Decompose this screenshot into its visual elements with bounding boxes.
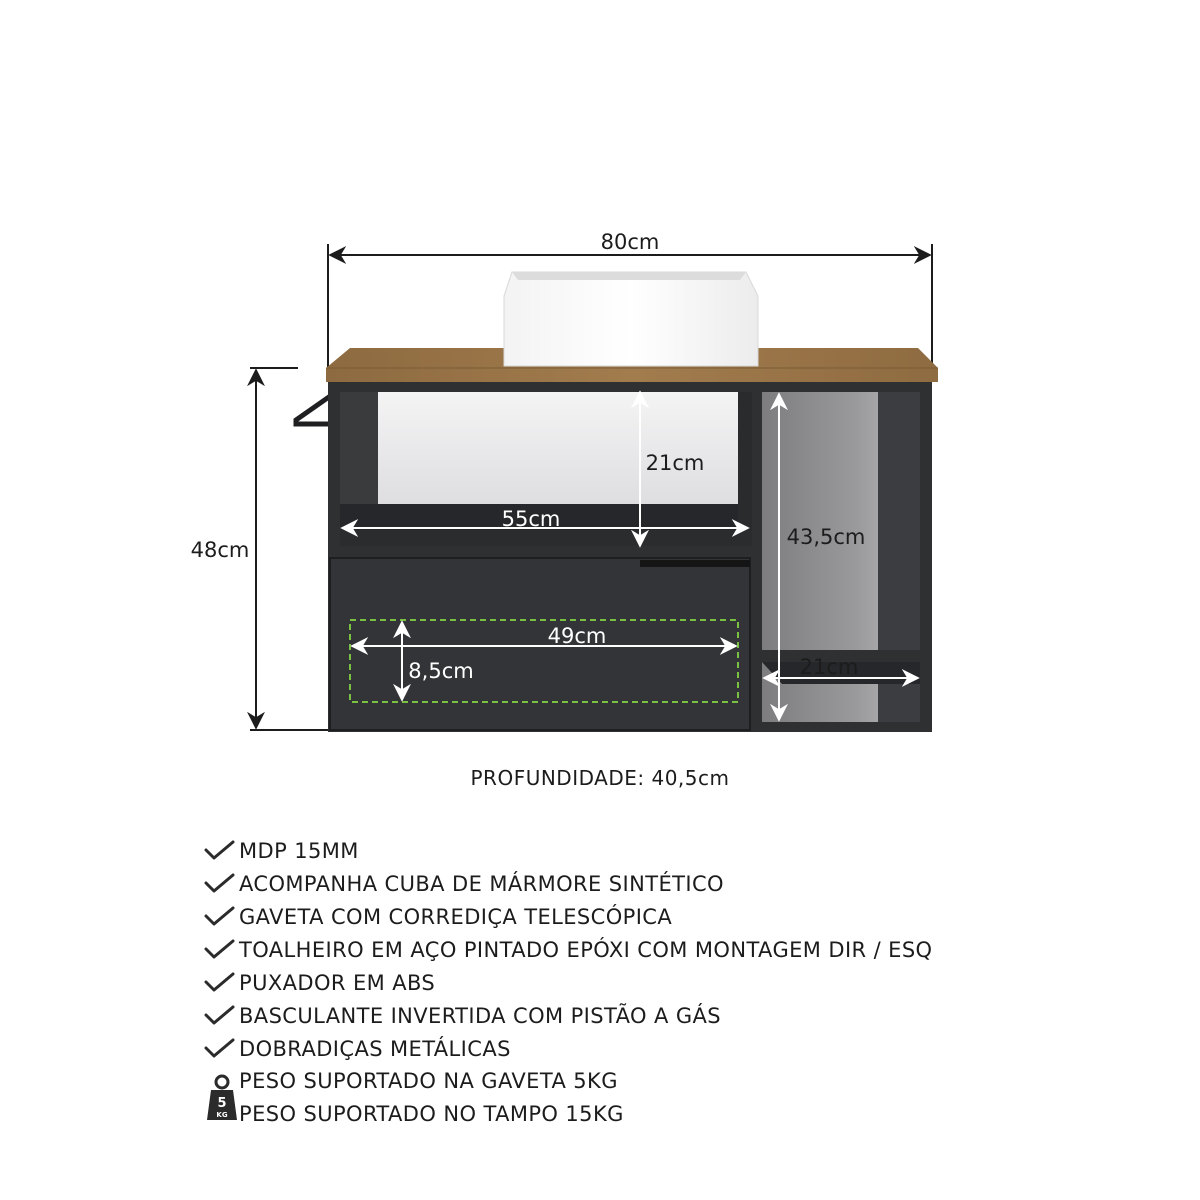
feature-item bbox=[203, 900, 1163, 933]
check-icon bbox=[203, 839, 239, 863]
check-icon bbox=[203, 938, 239, 962]
sink-basin bbox=[504, 272, 758, 366]
drawer-handle bbox=[640, 560, 750, 567]
height-label: 48cm bbox=[190, 538, 250, 562]
feature-item bbox=[203, 933, 1163, 966]
feature-label: PUXADOR EM ABS bbox=[239, 970, 436, 995]
check-icon bbox=[203, 905, 239, 929]
drawer-width-label: 49cm bbox=[547, 624, 607, 648]
feature-label: TOALHEIRO EM AÇO PINTADO EPÓXI COM MONTAGEM DIR / ESQ bbox=[239, 937, 933, 962]
feature-item bbox=[203, 867, 1163, 900]
weight-capacity bbox=[203, 1065, 1163, 1131]
depth-label: PROFUNDIDADE: 40,5cm bbox=[470, 766, 730, 790]
width-label: 80cm bbox=[600, 230, 660, 254]
weight-5kg-icon bbox=[203, 1070, 239, 1126]
niche-width-label: 55cm bbox=[501, 507, 561, 531]
drawer-weight-label: PESO SUPORTADO NA GAVETA 5KG bbox=[239, 1069, 618, 1093]
top-weight-label: PESO SUPORTADO NO TAMPO 15KG bbox=[239, 1102, 624, 1126]
check-icon bbox=[203, 872, 239, 896]
weight-icon-unit: KG bbox=[216, 1111, 228, 1119]
feature-item bbox=[203, 966, 1163, 999]
check-icon bbox=[203, 1037, 239, 1061]
check-icon bbox=[203, 1004, 239, 1028]
feature-label: DOBRADIÇAS METÁLICAS bbox=[239, 1036, 511, 1061]
check-icon bbox=[203, 971, 239, 995]
drawer-height-label: 8,5cm bbox=[408, 659, 474, 683]
feature-item bbox=[203, 834, 1163, 867]
drawer-front bbox=[330, 558, 750, 730]
feature-item bbox=[203, 1032, 1163, 1065]
feature-label: ACOMPANHA CUBA DE MÁRMORE SINTÉTICO bbox=[239, 871, 724, 896]
feature-label: MDP 15MM bbox=[239, 838, 359, 863]
feature-label: GAVETA COM CORREDIÇA TELESCÓPICA bbox=[239, 904, 673, 929]
feature-label: BASCULANTE INVERTIDA COM PISTÃO A GÁS bbox=[239, 1003, 722, 1028]
feature-item bbox=[203, 999, 1163, 1032]
weight-icon-number: 5 bbox=[217, 1096, 227, 1111]
niche-height-label: 21cm bbox=[645, 451, 705, 475]
features-list bbox=[203, 834, 1163, 1131]
side-width-label: 21cm bbox=[799, 655, 859, 679]
side-height-label: 43,5cm bbox=[786, 525, 866, 549]
